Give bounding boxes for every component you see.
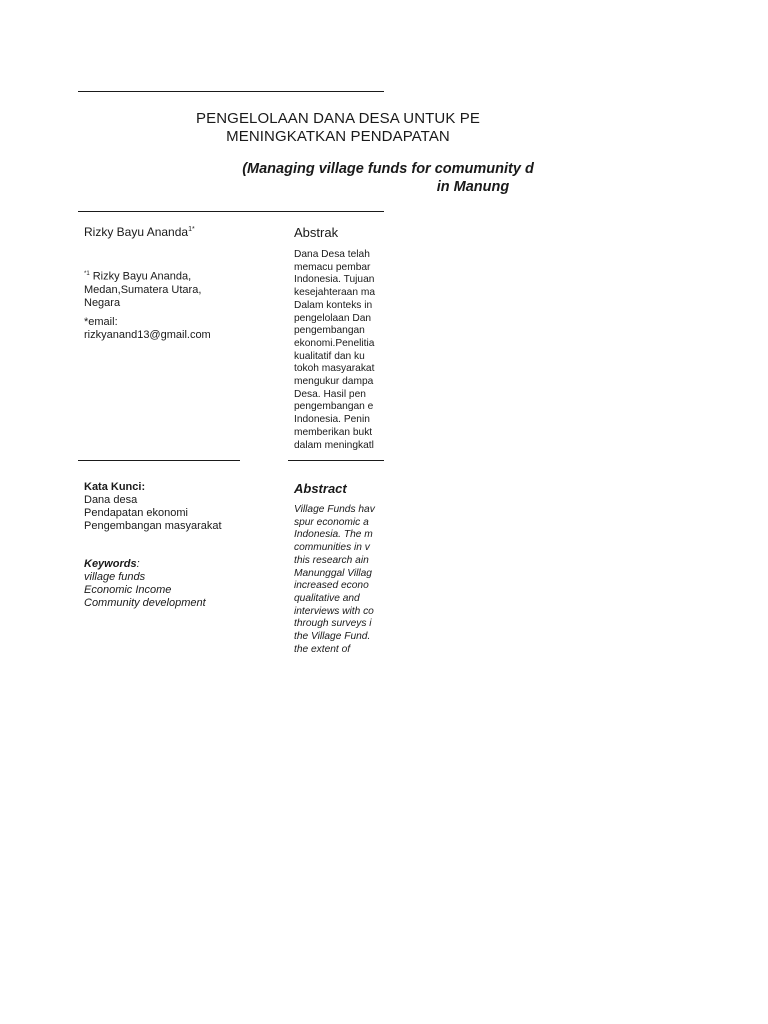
left-section-rule bbox=[78, 460, 240, 461]
affiliation-mark: *1 bbox=[84, 271, 90, 277]
abstract-line: increased econo bbox=[294, 580, 369, 592]
abstrak-line: ekonomi.Penelitia bbox=[294, 337, 375, 349]
abstract-line: the extent of bbox=[294, 643, 351, 655]
abstract-line: Indonesia. The m bbox=[294, 529, 373, 541]
affiliation-line-3: Negara bbox=[84, 296, 121, 309]
email-label: *email: bbox=[84, 316, 118, 328]
keywords-label: Keywords bbox=[84, 558, 137, 570]
keywords-item: Economic Income bbox=[84, 584, 172, 596]
title-line-1: PENGELOLAAN DANA DESA UNTUK PE bbox=[196, 110, 480, 127]
abstract-line: Manunggal Villag bbox=[294, 567, 372, 579]
subtitle-line-2: in Manung bbox=[436, 179, 510, 195]
author-name-text: Rizky Bayu Ananda bbox=[84, 225, 189, 239]
email-address: rizkyanand13@gmail.com bbox=[84, 329, 211, 341]
abstrak-line: Indonesia. Penin bbox=[294, 414, 370, 426]
subtitle-line-1: (Managing village funds for comumunity d bbox=[242, 161, 534, 177]
abstract-line: this research ain bbox=[294, 554, 369, 566]
author-name bbox=[84, 225, 195, 239]
abstrak-line: kualitatif dan ku bbox=[294, 350, 365, 362]
header-bottom-rule bbox=[78, 211, 384, 212]
kata-kunci-item: Pengembangan masyarakat bbox=[84, 520, 222, 532]
abstract-line: through surveys i bbox=[294, 618, 372, 630]
abstrak-heading: Abstrak bbox=[294, 225, 339, 240]
abstrak-line: pengembangan bbox=[294, 325, 365, 337]
abstract-body bbox=[294, 504, 594, 656]
keywords-label-line bbox=[84, 558, 206, 571]
title-line-2: MENINGKATKAN PENDAPATAN bbox=[226, 128, 450, 145]
affiliation-line-1: $^{*1}$ Rizky Bayu Ananda, bbox=[84, 270, 192, 283]
author-affiliation bbox=[84, 268, 234, 310]
kata-kunci-item: Dana desa bbox=[84, 494, 138, 506]
affiliation-line-2: Medan,Sumatera Utara, bbox=[84, 283, 202, 296]
keywords-block bbox=[84, 558, 206, 610]
keywords-item: Community development bbox=[84, 597, 206, 609]
abstrak-line: kesejahteraan ma bbox=[294, 287, 375, 299]
abstrak-line: tokoh masyarakat bbox=[294, 363, 375, 375]
paper-title bbox=[78, 110, 598, 146]
abstract-line: qualitative and bbox=[294, 592, 360, 604]
abstrak-line: Indonesia. Tujuan bbox=[294, 274, 375, 286]
abstrak-body bbox=[294, 249, 594, 452]
abstrak-line: pengelolaan Dan bbox=[294, 312, 372, 324]
keywords-item: village funds bbox=[84, 571, 146, 583]
abstract-heading: Abstract bbox=[294, 481, 347, 496]
keywords-label-suffix: : bbox=[136, 558, 140, 570]
abstrak-line: dalam meningkatl bbox=[294, 439, 374, 451]
abstrak-line: memacu pembar bbox=[294, 261, 371, 273]
right-section-rule bbox=[288, 460, 384, 461]
abstrak-line: Desa. Hasil pen bbox=[294, 388, 366, 400]
abstract-line: Village Funds hav bbox=[294, 504, 375, 515]
paper-subtitle bbox=[78, 160, 698, 196]
author-mark: 1* bbox=[188, 226, 195, 233]
document-page bbox=[0, 0, 534, 655]
abstrak-line: pengembangan e bbox=[294, 401, 374, 413]
abstrak-line: Dana Desa telah bbox=[294, 249, 370, 260]
kata-kunci-item: Pendapatan ekonomi bbox=[84, 507, 188, 519]
kata-kunci-block bbox=[84, 481, 222, 533]
abstract-line: spur economic a bbox=[294, 516, 369, 528]
abstract-line: communities in v bbox=[294, 542, 370, 554]
abstract-line: interviews with co bbox=[294, 605, 374, 617]
abstrak-line: mengukur dampa bbox=[294, 376, 374, 388]
abstract-line: the Village Fund. bbox=[294, 631, 371, 643]
abstrak-line: memberikan bukt bbox=[294, 426, 373, 438]
abstrak-line: Dalam konteks in bbox=[294, 299, 373, 311]
top-rule bbox=[78, 91, 384, 92]
author-email bbox=[84, 316, 211, 342]
kata-kunci-label: Kata Kunci: bbox=[84, 481, 146, 493]
